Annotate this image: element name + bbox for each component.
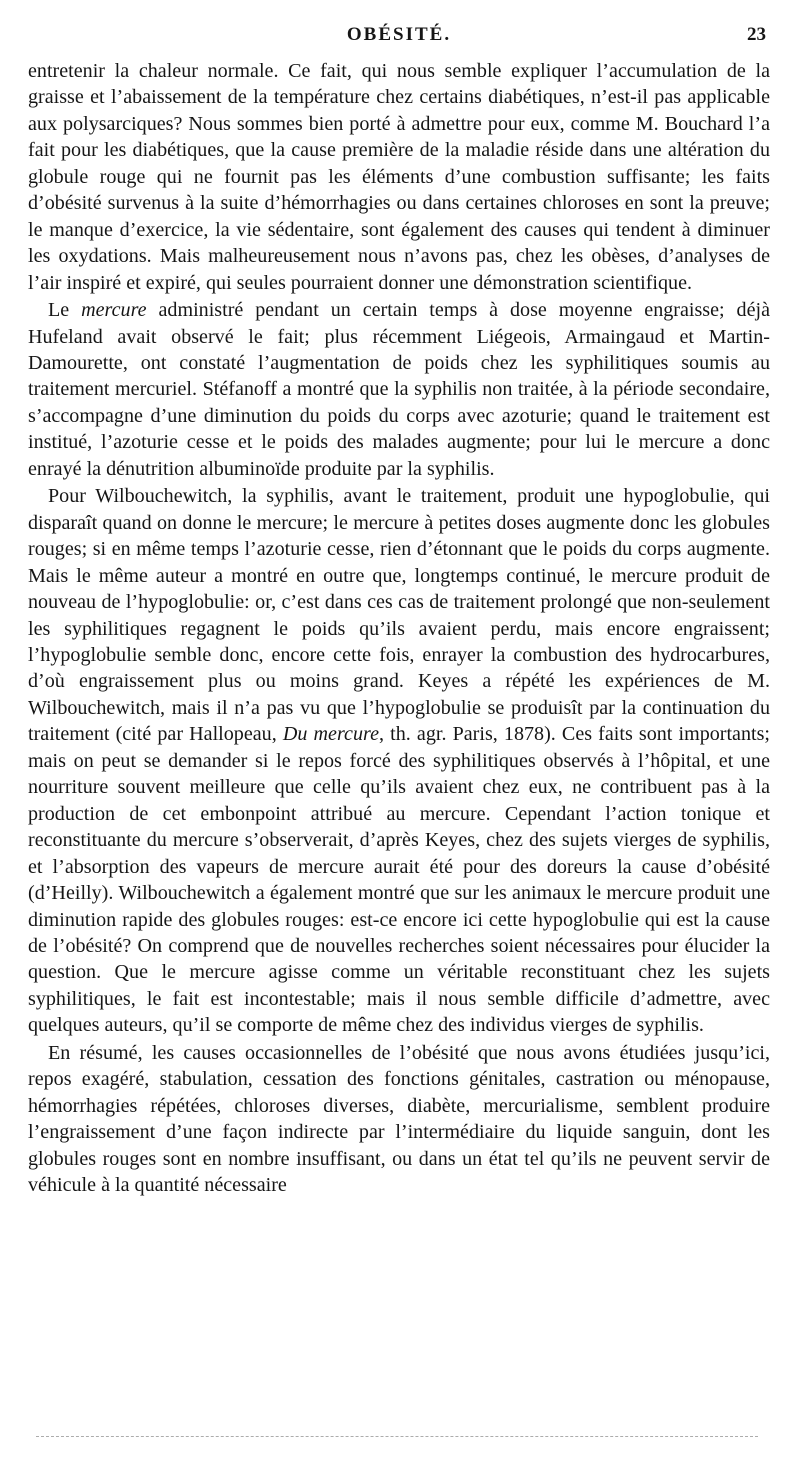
text-run: Le: [48, 299, 82, 322]
running-title: OBÉSITÉ.: [346, 24, 452, 45]
paragraph: [28, 58, 770, 296]
paragraph: [28, 483, 770, 1039]
body-text: [28, 58, 770, 1198]
text-run: Pour Wilbouchewitch, la syphilis, avant le traitement, produit une hypoglobulie, qui disparaît quand on donne le mercure; le mercure à petites doses augmente donc les globules rouges; si en même temps l’azoturie cesse, rien d’étonnant que le poids du corps augmente. Mais le même auteur a montré en outre que, longtemps continué, le mercure produit de nouveau de l’hypoglobulie: or, c’est dans ces cas de traitement prolongé que non-seulement les syphilitiques regagnent le poids qu’ils avaient perdu, mais encore engraissent; l’hypoglobulie semble donc, encore cette fois, enrayer la combustion des hydrocarbures, d’où engraissement plus ou moins grand. Keyes a répété les expériences de M. Wilbouchewitch, mais il n’a pas vu que l’hypoglobulie se produisît par la continuation du traitement (cité par Hallopeau,: [28, 485, 770, 746]
text-run: administré pendant un certain temps à dose moyenne engraisse; déjà Hufeland avait observé le fait; plus récemment Liégeois, Armaingaud et Martin-Damourette, ont constaté l’augmentation de poids chez les syphilitiques soumis au traitement mercuriel. Stéfanoff a montré que la syphilis non traitée, à la période secondaire, s’accompagne d’une diminution du poids du corps avec azoturie; quand le traitement est institué, l’azoturie cesse et le poids des malades augmente; pour lui le mercure a donc enrayé la dénutrition albuminoïde produite par la syphilis.: [28, 299, 770, 480]
page-number: 23: [747, 24, 766, 45]
paragraph: [28, 297, 770, 482]
italic-text: mercure: [81, 299, 147, 322]
paragraph: [28, 1040, 770, 1199]
text-run: entretenir la chaleur normale. Ce fait, qui nous semble expliquer l’accumulation de la graisse et l’abaissement de la température chez certains diabétiques, n’est-il pas applicable aux polysarciques? Nous sommes bien porté à admettre pour eux, comme M. Bouchard l’a fait pour les diabétiques, que la cause première de la maladie réside dans une altération du globule rouge qui ne fournit pas les éléments d’une combustion suffisante; les faits d’obésité survenus à la suite d’hémorrhagies ou dans certaines chloroses en sont la preuve; le manque d’exercice, la vie sédentaire, sont également des causes qui tendent à diminuer les oxydations. Mais malheureusement nous n’avons pas, chez les obèses, d’analyses de l’air inspiré et expiré, qui seules pourraient donner une démonstration scientifique.: [28, 60, 770, 294]
text-run: , th. agr. Paris, 1878). Ces faits sont importants; mais on peut se demander si le repos forcé des syphilitiques observés à l’hôpital, et une nourriture souvent meilleure que celle qu’ils avaient chez eux, ne contribuent pas à la production de cet embonpoint attribué au mercure. Cependant l’action tonique et reconstituante du mercure s’observerait, d’après Keyes, chez des sujets vierges de syphilis, et l’absorption des vapeurs de mercure aurait été pour des doreurs la cause d’obésité (d’Heilly). Wilbouchewitch a également montré que sur les animaux le mercure produit une diminution rapide des globules rouges: est-ce encore ici cette hypoglobulie qui est la cause de l’obésité? On comprend que de nouvelles recherches soient nécessaires pour élucider la question. Que le mercure agisse comme un véritable reconstituant chez les sujets syphilitiques, le fait est incontestable; mais il nous semble difficile d’admettre, avec quelques auteurs, qu’il se comporte de même chez des individus vierges de syphilis.: [28, 723, 771, 1037]
text-run: En résumé, les causes occasionnelles de l’obésité que nous avons étudiées jusqu’ici, repos exagéré, stabulation, cessation des fonctions génitales, castration ou ménopause, hémorrhagies répétées, chloroses diverses, diabète, mercurialisme, semblent produire l’engraissement d’une façon indirecte par l’intermédiaire du liquide sanguin, dont les globules rouges sont en nombre insuffisant, ou dans un état tel qu’ils ne peuvent servir de véhicule à la quantité nécessaire: [28, 1041, 770, 1197]
book-page: [28, 18, 770, 1458]
bottom-rule: [36, 1436, 758, 1437]
italic-text: Du mercure: [282, 723, 379, 746]
running-head: [28, 18, 770, 58]
